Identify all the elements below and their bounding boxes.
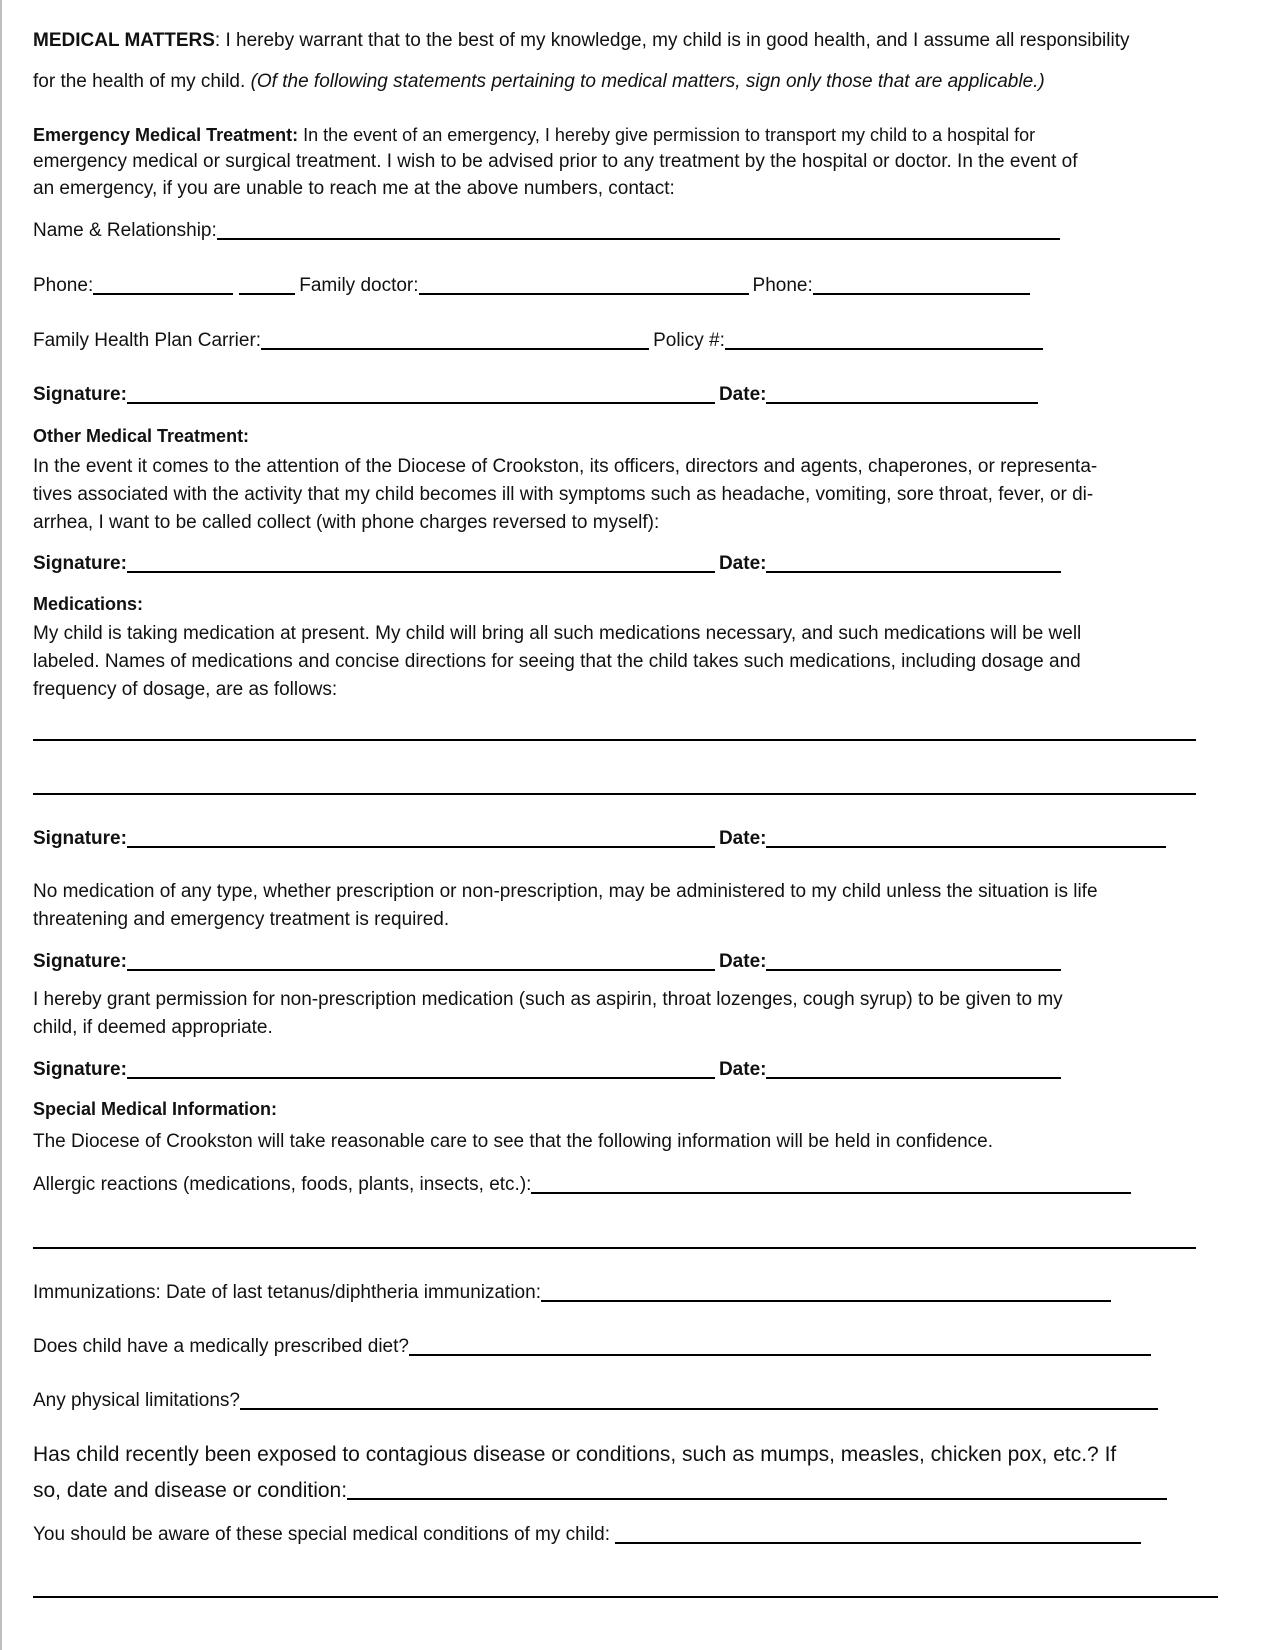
allergic-row — [33, 1172, 1131, 1197]
family-doctor-field[interactable] — [419, 273, 749, 295]
confidence-statement: The Diocese of Crookston will take reasonable care to see that the following information will be held in confidence. — [33, 1131, 994, 1152]
other-treatment-signature-field[interactable] — [127, 551, 715, 573]
instruction-note: (Of the following statements pertaining to medical matters, sign only those that are applicable.) — [250, 71, 1045, 92]
medications-signature-row — [33, 826, 1166, 851]
medical-matters-heading: MEDICAL MATTERS — [33, 30, 215, 51]
grant-permission-line-1: I hereby grant permission for non-prescription medication (such as aspirin, throat lozenges, cough syrup) to be given to my — [33, 989, 1063, 1010]
special-conditions-label: You should be aware of these special medical conditions of my child: — [33, 1524, 616, 1545]
special-info-heading: Special Medical Information: — [33, 1099, 278, 1119]
date-label: Date: — [718, 1059, 767, 1080]
phone-extension-field[interactable] — [239, 273, 295, 295]
medications-line-3: frequency of dosage, are as follows: — [33, 679, 338, 700]
policy-number-label: Policy #: — [653, 330, 725, 351]
other-treatment-heading: Other Medical Treatment: — [33, 426, 250, 446]
emergency-date-field[interactable] — [766, 382, 1038, 404]
policy-number-field[interactable] — [725, 328, 1043, 350]
diet-label: Does child have a medically prescribed diet? — [33, 1336, 409, 1357]
doctor-phone-field[interactable] — [813, 273, 1030, 295]
no-medication-line-2: threatening and emergency treatment is required. — [33, 909, 450, 930]
medications-line-1: My child is taking medication at present. My child will bring all such medications necessary, and such medications will be well — [33, 623, 1082, 644]
signature-label: Signature: — [33, 553, 127, 574]
name-relationship-field[interactable] — [217, 218, 1060, 240]
doctor-phone-label: Phone: — [752, 275, 813, 296]
emergency-signature-field[interactable] — [127, 382, 715, 404]
emergency-heading: Emergency Medical Treatment: — [33, 125, 299, 145]
signature-label: Signature: — [33, 1059, 127, 1080]
medical-matters-line-1: MEDICAL MATTERS: I hereby warrant that to the best of my knowledge, my child is in good health, and I assume all responsibility — [33, 30, 1130, 51]
no-medication-signature-row — [33, 949, 1061, 974]
exposure-label: so, date and disease or condition: — [33, 1479, 348, 1502]
allergic-reactions-field[interactable] — [531, 1172, 1131, 1194]
physical-limitations-field[interactable] — [240, 1388, 1158, 1410]
phone-label: Phone: — [33, 275, 94, 296]
health-plan-carrier-label: Family Health Plan Carrier: — [33, 330, 262, 351]
physical-limitations-row — [33, 1388, 1158, 1413]
special-conditions-blank-line[interactable] — [33, 1596, 1218, 1598]
exposure-field[interactable] — [347, 1478, 1167, 1500]
date-label: Date: — [718, 384, 767, 405]
date-label: Date: — [718, 553, 767, 574]
grant-date-field[interactable] — [766, 1057, 1061, 1079]
medications-blank-line-1[interactable] — [33, 739, 1196, 741]
phone-field[interactable] — [93, 273, 233, 295]
medications-heading: Medications: — [33, 594, 144, 614]
no-medication-line-1: No medication of any type, whether prescription or non-prescription, may be administered to my child unless the situation is life — [33, 881, 1098, 902]
allergic-reactions-blank-line[interactable] — [33, 1247, 1196, 1249]
physical-limitations-label: Any physical limitations? — [33, 1390, 240, 1411]
page-left-border — [0, 0, 2, 1650]
family-doctor-label: Family doctor: — [299, 275, 419, 296]
signature-label: Signature: — [33, 951, 127, 972]
other-treatment-signature-row — [33, 551, 1061, 576]
emergency-signature-row — [33, 382, 1038, 407]
immunizations-label: Immunizations: Date of last tetanus/diphtheria immunization: — [33, 1282, 541, 1303]
other-treatment-line-3: arrhea, I want to be called collect (with phone charges reversed to myself): — [33, 512, 660, 533]
other-treatment-date-field[interactable] — [766, 551, 1061, 573]
diet-row — [33, 1334, 1151, 1359]
name-relationship-label: Name & Relationship: — [33, 220, 217, 241]
health-plan-row — [33, 328, 1043, 353]
immunizations-row — [33, 1280, 1111, 1305]
phone-doctor-row — [33, 273, 1030, 298]
medications-blank-line-2[interactable] — [33, 793, 1196, 795]
medications-date-field[interactable] — [766, 826, 1166, 848]
medications-line-2: labeled. Names of medications and concise directions for seeing that the child takes such medications, including dosage and — [33, 651, 1081, 672]
special-conditions-row — [33, 1522, 1141, 1547]
emergency-line-3: an emergency, if you are unable to reach me at the above numbers, contact: — [33, 178, 675, 199]
no-medication-date-field[interactable] — [766, 949, 1061, 971]
immunizations-field[interactable] — [541, 1280, 1111, 1302]
date-label: Date: — [718, 828, 767, 849]
medications-signature-field[interactable] — [127, 826, 715, 848]
grant-permission-line-2: child, if deemed appropriate. — [33, 1017, 273, 1038]
signature-label: Signature: — [33, 384, 127, 405]
special-conditions-field[interactable] — [615, 1522, 1141, 1544]
diet-field[interactable] — [409, 1334, 1151, 1356]
emergency-line-2: emergency medical or surgical treatment. I wish to be advised prior to any treatment by the hospital or doctor. In the event of — [33, 151, 1078, 172]
medical-matters-line-2: for the health of my child. (Of the following statements pertaining to medical matters, sign only those that are applicable.) — [33, 71, 1045, 92]
emergency-line-1: Emergency Medical Treatment: In the event of an emergency, I hereby give permission to transport my child to a hospital for — [33, 125, 1036, 145]
exposure-line-1: Has child recently been exposed to contagious disease or conditions, such as mumps, measles, chicken pox, etc.? If — [33, 1443, 1117, 1466]
other-treatment-line-1: In the event it comes to the attention of the Diocese of Crookston, its officers, directors and agents, chaperones, or representa- — [33, 456, 1098, 477]
allergic-reactions-label: Allergic reactions (medications, foods, plants, insects, etc.): — [33, 1174, 532, 1195]
name-relationship-row — [33, 218, 1060, 243]
grant-signature-row — [33, 1057, 1061, 1082]
signature-label: Signature: — [33, 828, 127, 849]
grant-signature-field[interactable] — [127, 1057, 715, 1079]
date-label: Date: — [718, 951, 767, 972]
no-medication-signature-field[interactable] — [127, 949, 715, 971]
health-plan-carrier-field[interactable] — [261, 328, 649, 350]
exposure-row — [33, 1478, 1167, 1503]
other-treatment-line-2: tives associated with the activity that my child becomes ill with symptoms such as headache, vomiting, sore throat, fever, or di- — [33, 484, 1094, 505]
